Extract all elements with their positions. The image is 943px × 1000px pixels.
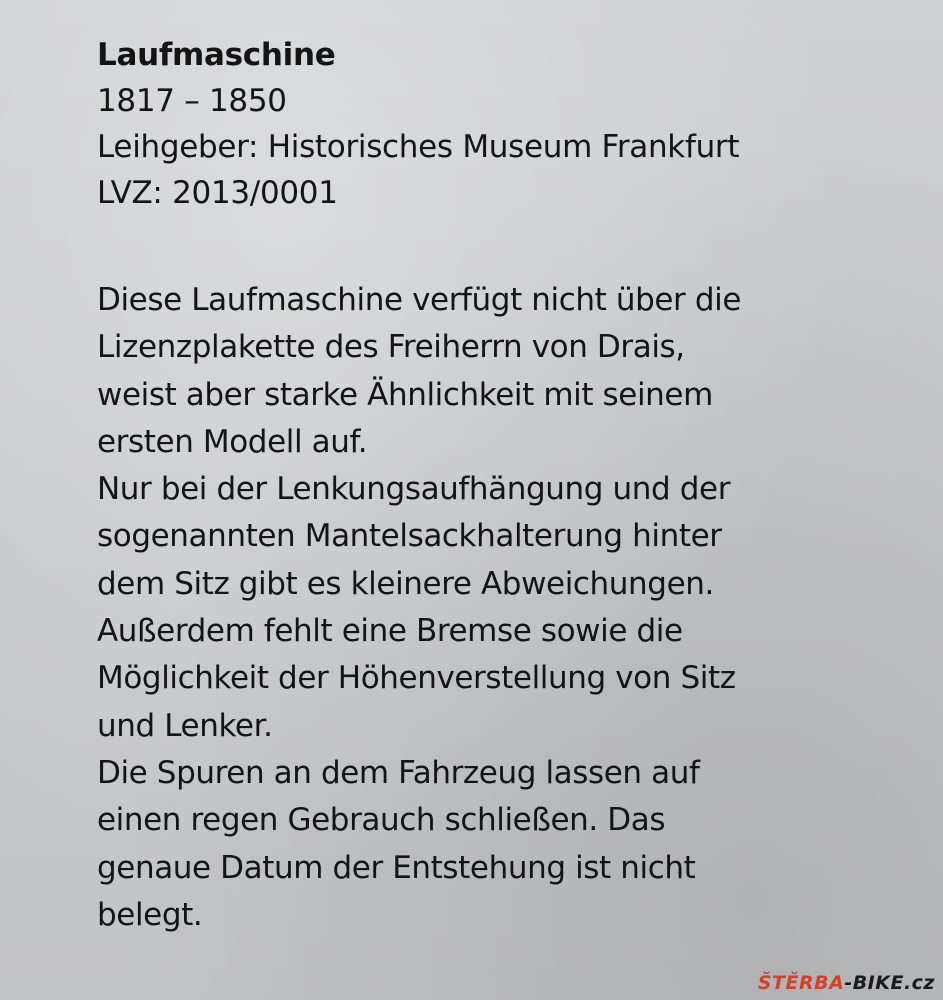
description-line: ersten Modell auf. (97, 423, 368, 460)
label-years: 1817 – 1850 (97, 83, 287, 119)
description-line: und Lenker. (97, 707, 273, 744)
label-inventory-number: LVZ: 2013/0001 (97, 175, 338, 211)
description-line: Möglichkeit der Höhenverstellung von Sitz (97, 660, 736, 697)
description-line: einen regen Gebrauch schließen. Das (97, 802, 666, 839)
description-line: sogenannten Mantelsackhalterung hinter (97, 518, 722, 555)
site-watermark (758, 972, 935, 994)
description-line: Nur bei der Lenkungsaufhängung und der (97, 471, 731, 508)
description-line: Diese Laufmaschine verfügt nicht über die (97, 282, 742, 318)
description-line: Lizenzplakette des Freiherrn von Drais, (97, 329, 685, 366)
description-line: genaue Datum der Entstehung ist nicht (97, 849, 696, 886)
description-line: Die Spuren an dem Fahrzeug lassen auf (97, 754, 700, 791)
watermark-brand: ŠTĚRBA (757, 972, 845, 994)
description-line: weist aber starke Ähnlichkeit mit seinem (97, 376, 713, 413)
description-line: Außerdem fehlt eine Bremse sowie die (97, 613, 683, 650)
description-line: dem Sitz gibt es kleinere Abweichungen. (97, 565, 714, 602)
label-text-block (97, 32, 917, 939)
watermark-domain: -BIKE.cz (844, 972, 935, 994)
description-line: belegt. (97, 896, 203, 933)
label-lender: Leihgeber: Historisches Museum Frankfurt (97, 129, 740, 165)
label-title: Laufmaschine (97, 37, 336, 73)
label-description (97, 277, 917, 939)
